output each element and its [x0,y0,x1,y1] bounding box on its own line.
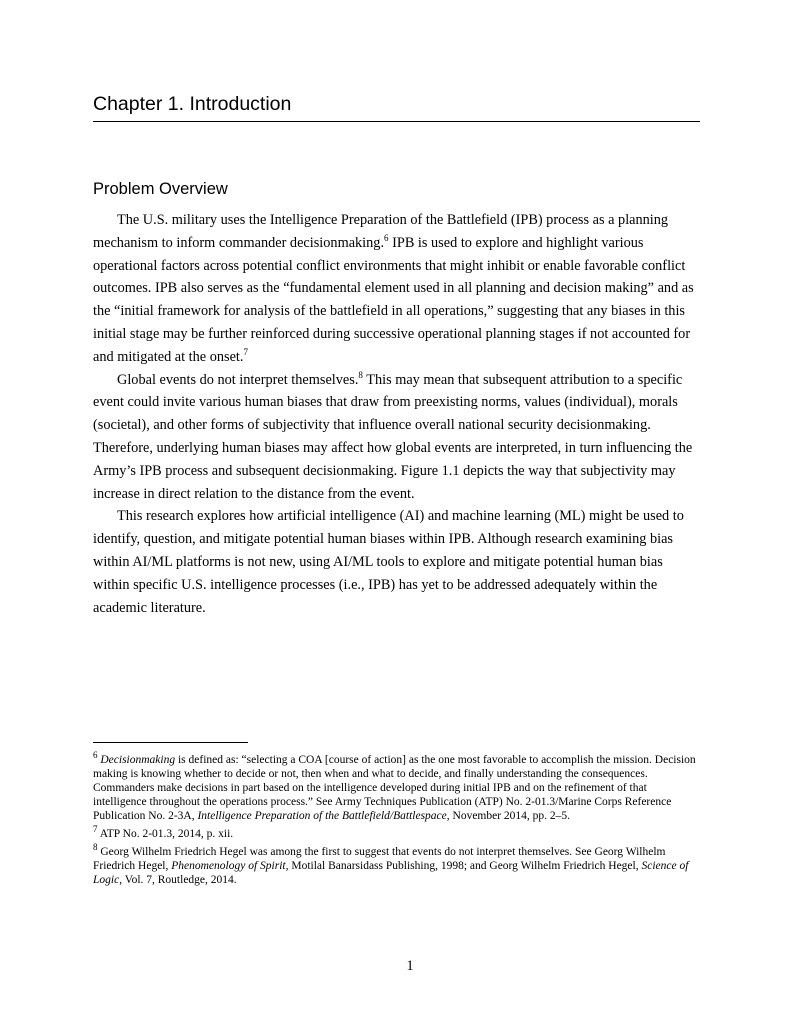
footnote-ref-6[interactable]: 6 [384,233,389,244]
footnote-ref-7[interactable]: 7 [243,347,248,358]
footnote-6-text-b: , November 2014, pp. 2–5. [446,810,571,822]
footnote-6-term: Decisionmaking [100,754,176,766]
footnote-7-text: ATP No. 2-01.3, 2014, p. xii. [97,828,234,840]
footnote-6-number: 6 [93,750,98,761]
footnote-8 [93,842,700,887]
section-heading: Problem Overview [93,180,228,198]
paragraph-2-text-a: Global events do not interpret themselves. [117,371,359,388]
page-number: 1 [406,958,414,974]
paragraph-3 [93,505,700,619]
footnote-8-text-b: , Motilal Banarsidass Publishing, 1998; and Georg Wilhelm Friedrich Hegel, [285,860,642,872]
footnotes [93,750,700,891]
footnote-6-title: Intelligence Preparation of the Battlefield/Battlespace [197,810,447,822]
paragraph-2-text-b: This may mean that subsequent attribution to a specific event could invite various human biases that draw from preexisting norms, values (individual), morals (societal), and other forms of subjectivity that influence overall national security decisionmaking. Therefore, underlying human biases may affect how global events are interpreted, in turn influencing the Army’s IPB process and subsequent decisionmaking. Figure 1.1 depicts the way that subjectivity may increase in direct relation to the distance from the event. [93,371,693,502]
footnote-ref-8[interactable]: 8 [358,369,363,380]
footnote-8-text-a: Georg Wilhelm Friedrich Hegel was among the first to suggest that events do not interpret themselves. See Georg Wilhelm Friedrich Hegel, [93,846,666,872]
paragraph-2 [93,369,700,506]
footnote-7 [93,824,700,841]
footnote-divider [93,742,248,743]
footnote-8-title-a: Phenomenology of Spirit [171,860,286,872]
footnote-8-number: 8 [93,842,98,853]
paragraph-1-text-b: IPB is used to explore and highlight various operational factors across potential conflict environments that might inhibit or enable favorable conflict outcomes. IPB also serves as the “fundamental element used in all planning and decision making” and as the “initial framework for analysis of the battlefield in all operations,” suggesting that any biases in this initial stage may be further reinforced during successive operational planning stages if not accounted for and mitigated at the onset. [93,234,694,365]
paragraph-1 [93,209,700,369]
footnote-6 [93,750,700,823]
paragraph-1-text-a: The U.S. military uses the Intelligence Preparation of the Battlefield (IPB) process as a planning mechanism to inform commander decisionmaking. [93,212,669,251]
footnote-8-text-c: , Vol. 7, Routledge, 2014. [119,874,237,886]
body-text [93,209,700,619]
footnote-7-number: 7 [93,824,98,835]
footnote-8-title-b: Science of Logic [93,860,689,886]
footnote-6-text-a: is defined as: “selecting a COA [course of action] as the one most favorable to accomplish the mission. Decision making is knowing whether to decide or not, then when and what to decide, and finally understanding the consequences. Commanders make decisions in part based on the intelligence developed during initial IPB and on the refinement of that intelligence throughout the operations process.” See Army Techniques Publication (ATP) No. 2-01.3/Marine Corps Reference Publication No. 2-3A, [93,754,696,822]
chapter-title: Chapter 1. Introduction [93,92,700,122]
paragraph-3-text: This research explores how artificial intelligence (AI) and machine learning (ML) might be used to identify, question, and mitigate potential human biases within IPB. Although research examining bias within AI/ML platforms is not new, using AI/ML tools to explore and mitigate potential human bias within specific U.S. intelligence processes (i.e., IPB) has yet to be addressed adequately within the academic literature. [93,508,684,616]
